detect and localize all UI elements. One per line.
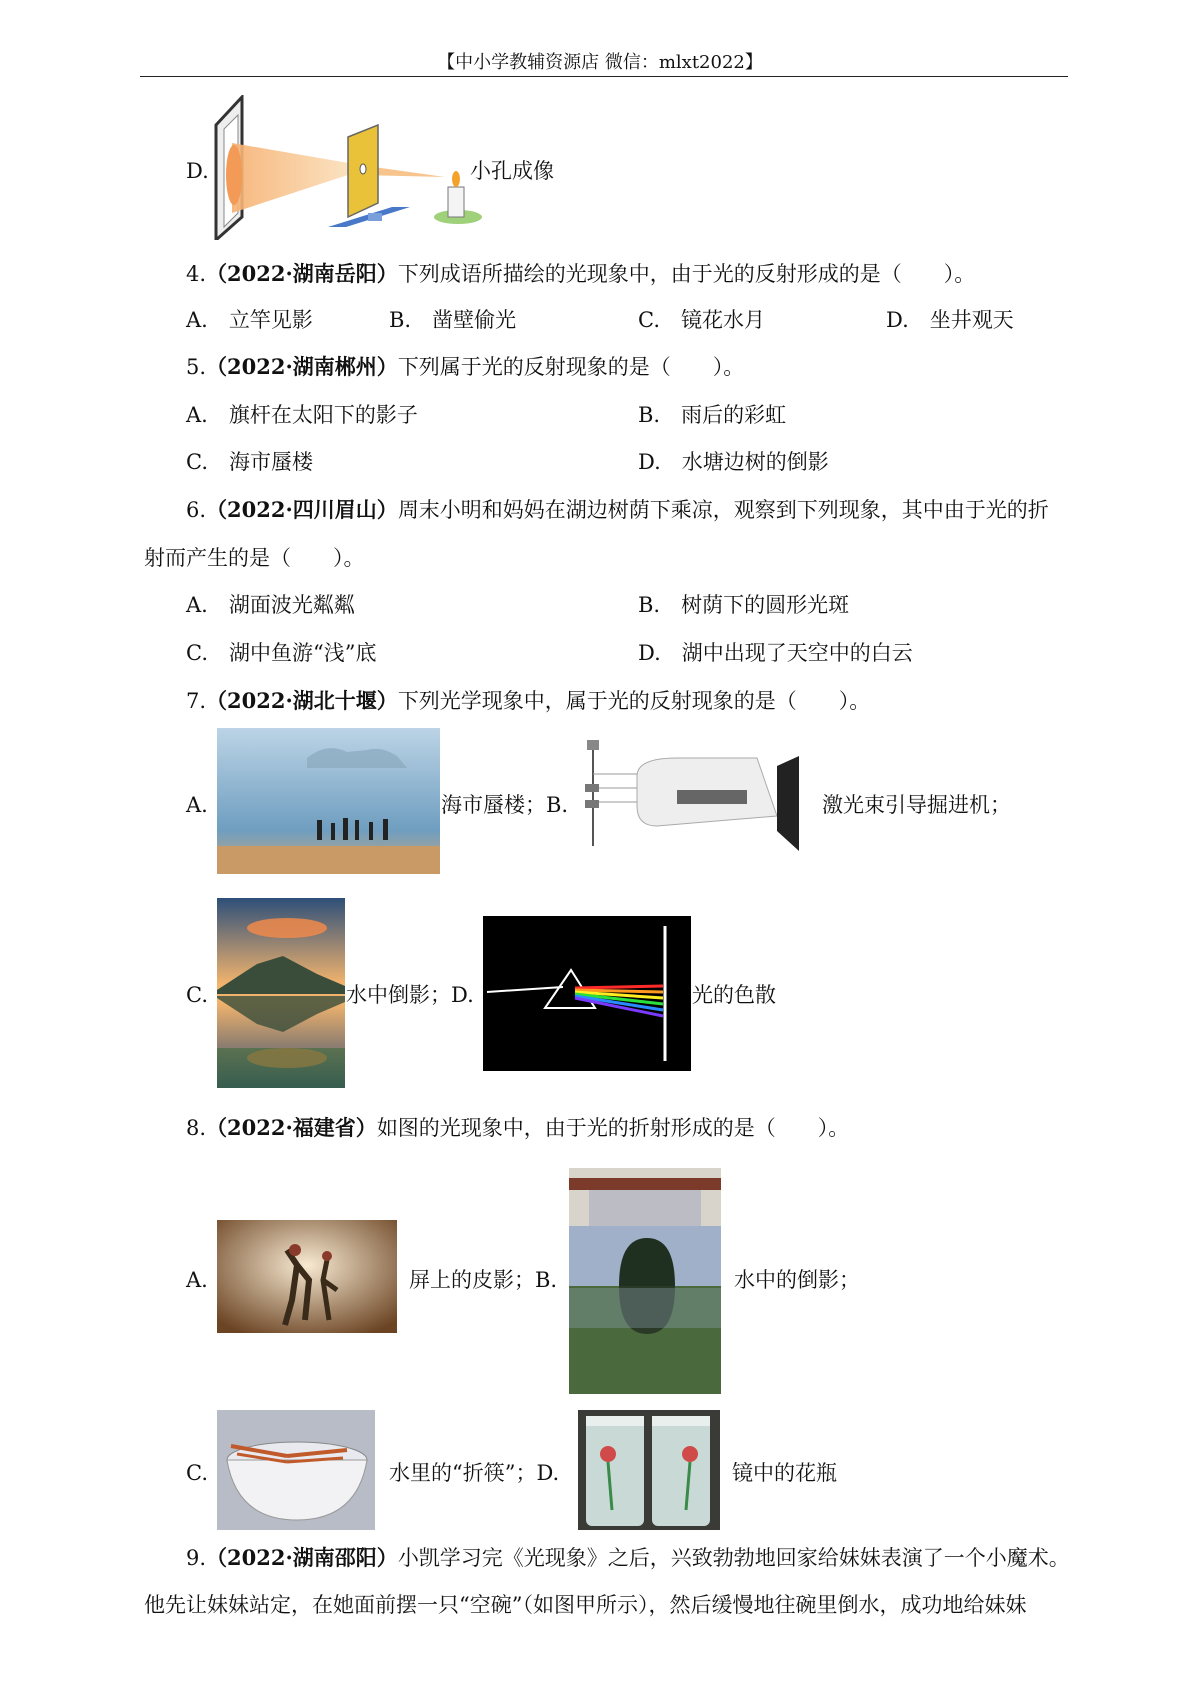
q4-text: 下列成语所描绘的光现象中，由于光的反射形成的是（ ）。 [397,262,976,286]
q4-source: （2022·湖南岳阳） [206,261,398,286]
q8-option-a-letter: A. [186,1268,208,1292]
q5-option-d: D. 水塘边树的倒影 [638,450,829,474]
q9-source: （2022·湖南邵阳） [206,1545,398,1570]
q6-option-b: B. 树荫下的圆形光斑 [638,593,850,617]
q7-source: （2022·湖北十堰） [206,688,398,713]
q6-option-d: D. 湖中出现了天空中的白云 [638,641,913,665]
q5-text: 下列属于光的反射现象的是（ ）。 [397,355,745,379]
q8-option-a-caption: 屏上的皮影；B. [409,1268,558,1292]
q5-number: 5. [186,355,207,379]
q5-option-a: A. 旗杆在太阳下的影子 [186,403,418,427]
vase-mirror-photo [578,1410,720,1530]
q6-option-a: A. 湖面波光粼粼 [186,593,355,617]
q8-option-b-caption: 水中的倒影； [734,1268,860,1292]
q4-option-b: B. 凿壁偷光 [389,308,517,332]
header-rule [140,76,1068,77]
q9-number: 9. [186,1546,207,1570]
q6-stem-line2: 射而产生的是（ ）。 [144,546,365,570]
q3-option-d-caption: 小孔成像 [470,159,554,183]
laser-tunnel-machine-diagram [577,736,802,856]
q6-number: 6. [186,498,207,522]
q6-source: （2022·四川眉山） [206,497,398,522]
q7-number: 7. [186,689,207,713]
q3-option-d-letter: D. [186,159,209,183]
q7-option-a-caption: 海市蜃楼；B. [441,793,569,817]
q8-source: （2022·福建省） [206,1115,377,1140]
q5-option-c: C. 海市蜃楼 [186,450,313,474]
q9-stem-line1 [186,1543,1070,1573]
bent-chopsticks-photo [217,1410,375,1530]
q6-stem-line1 [186,495,1049,525]
q7-stem [186,686,870,716]
q7-text: 下列光学现象中，属于光的反射现象的是（ ）。 [397,689,871,713]
q7-option-d-caption: 光的色散 [692,983,776,1007]
q5-stem [186,352,744,382]
q7-option-c-caption: 水中倒影；D. [346,983,474,1007]
q4-number: 4. [186,262,207,286]
q8-option-c-caption: 水里的“折筷”；D. [389,1461,560,1485]
q7-option-a-letter: A. [186,793,208,817]
q8-number: 8. [186,1116,207,1140]
q4-option-d: D. 坐井观天 [886,308,1014,332]
q7-option-b-caption: 激光束引导掘进机； [822,793,1011,817]
q4-option-a: A. 立竿见影 [186,308,313,332]
bridge-reflection-photo [569,1168,721,1394]
q7-option-c-letter: C. [186,983,208,1007]
q9-text: 小凯学习完《光现象》之后，兴致勃勃地回家给妹妹表演了一个小魔术。 [397,1546,1070,1570]
q6-text: 周末小明和妈妈在湖边树荫下乘凉，观察到下列现象，其中由于光的折 [397,498,1049,522]
mirage-photo [217,728,440,874]
light-dispersion-prism-diagram [483,916,691,1071]
q5-option-b: B. 雨后的彩虹 [638,403,787,427]
page-header: 【中小学教辅资源店 微信：mlxt2022】 [437,52,763,73]
q5-source: （2022·湖南郴州） [206,354,398,379]
q8-option-c-letter: C. [186,1461,208,1485]
q9-stem-line2: 他先让妹妹站定，在她面前摆一只“空碗”（如图甲所示），然后缓慢地往碗里倒水，成功地给妹妹 [144,1593,1027,1617]
q6-option-c: C. 湖中鱼游“浅”底 [186,641,377,665]
q4-option-c: C. 镜花水月 [638,308,765,332]
q8-text: 如图的光现象中，由于光的折射形成的是（ ）。 [376,1116,850,1140]
q8-stem [186,1113,849,1143]
q4-stem [186,259,975,289]
shadow-puppet-photo [217,1220,397,1333]
q8-option-d-caption: 镜中的花瓶 [732,1461,837,1485]
pinhole-camera-figure [210,95,500,240]
water-reflection-photo [217,898,345,1088]
